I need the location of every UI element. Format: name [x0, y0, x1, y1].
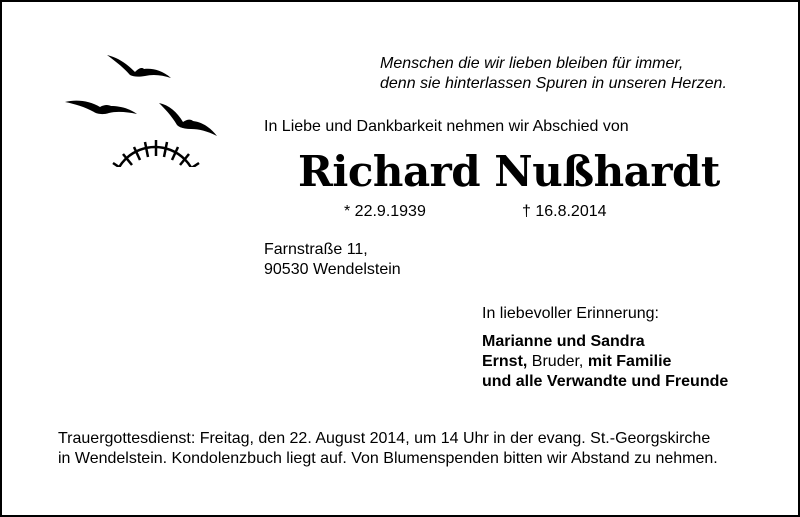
memory-label: In liebevoller Erinnerung: — [482, 305, 659, 322]
service-info-line: in Wendelstein. Kondolenzbuch liegt auf. Von Blumenspenden bitten wir Abstand zu nehmen. — [58, 450, 718, 467]
mourner-line: Marianne und Sandra — [482, 333, 645, 350]
address-line: Farnstraße 11, — [264, 241, 368, 258]
service-info-line: Trauergottesdienst: Freitag, den 22. August 2014, um 14 Uhr in der evang. St.-Georgskirche — [58, 430, 711, 447]
address-line: 90530 Wendelstein — [264, 261, 401, 278]
memorial-quote — [380, 54, 727, 94]
mourner-name: Ernst, — [482, 353, 528, 370]
deceased-name: Richard Nußhardt — [298, 147, 720, 196]
farewell-intro: In Liebe und Dankbarkeit nehmen wir Abschied von — [264, 118, 629, 135]
quote-line: Menschen die wir lieben bleiben für immer, — [380, 55, 684, 72]
quote-line: denn sie hinterlassen Spuren in unseren Herzen. — [380, 75, 727, 92]
birth-date: * 22.9.1939 — [344, 203, 426, 220]
seagulls-sunset-icon — [57, 52, 227, 167]
mourner-relation: Bruder, — [527, 353, 588, 370]
mourner-family: mit Familie — [587, 353, 672, 370]
mourner-line — [482, 352, 671, 372]
mourner-line: und alle Verwandte und Freunde — [482, 373, 729, 390]
death-date: † 16.8.2014 — [522, 203, 607, 220]
